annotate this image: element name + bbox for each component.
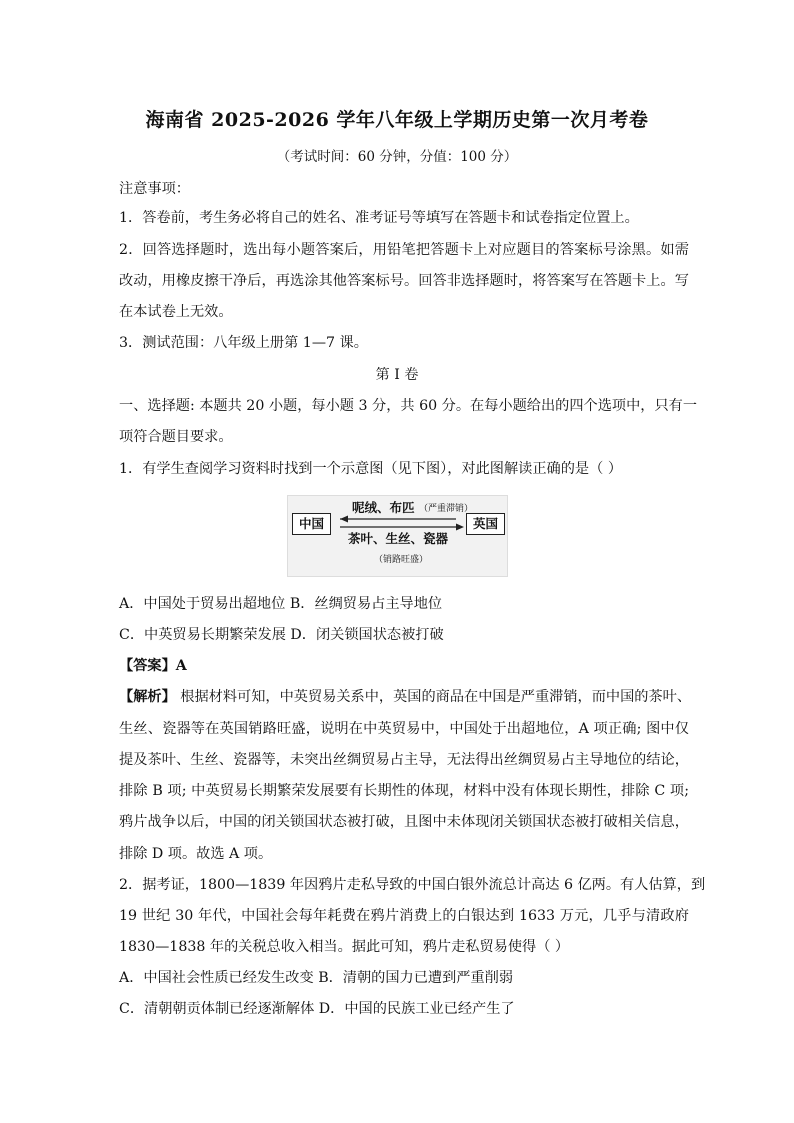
analysis-text: 根据材料可知，中英贸易关系中，英国的商品在中国是严重滞销，而中国的茶叶、	[175, 689, 692, 705]
question-2-options: A．中国社会性质已经发生改变 B．清朝的国力已遭到严重削弱	[119, 970, 514, 986]
question-1-analysis: 排除 B 项; 中英贸易长期繁荣发展要有长期性的体现，材料中没有体现长期性，排除 C 项;	[119, 783, 689, 799]
china-box: 中国	[292, 513, 331, 535]
analysis-label: 【解析】	[119, 689, 176, 705]
question-2-options: C．清朝朝贡体制已经逐渐解体 D．中国的民族工业已经产生了	[119, 1001, 515, 1017]
question-2-stem: 2．据考证，1800—1839 年因鸦片走私导致的中国白银外流总计高达 6 亿两。有人估算，到	[119, 877, 706, 893]
question-2-stem: 19 世纪 30 年代，中国社会每年耗费在鸦片消费上的白银达到 1633 万元，几乎与清政府	[119, 908, 689, 924]
notice-line: 在本试卷上无效。	[119, 304, 233, 320]
question-1-analysis: 生丝、瓷器等在英国销路旺盛，说明在中英贸易中，中国处于出超地位，A 项正确; 图中仅	[119, 721, 689, 737]
question-1-options: C．中英贸易长期繁荣发展 D．闭关锁国状态被打破	[119, 627, 444, 643]
question-1-answer: 【答案】A	[119, 658, 187, 674]
notice-line: 改动，用橡皮擦干净后，再选涂其他答案标号。回答非选择题时，将答案写在答题卡上。写	[119, 273, 689, 289]
question-1-analysis: 排除 D 项。故选 A 项。	[119, 846, 273, 862]
import-goods-label: 呢绒、布匹	[352, 500, 415, 515]
export-goods-label: 茶叶、生丝、瓷器	[348, 531, 449, 546]
section-intro: 一、选择题: 本题共 20 小题，每小题 3 分，共 60 分。在每小题给出的四个选项中，只有一	[119, 398, 698, 414]
trade-diagram	[287, 495, 508, 577]
britain-box: 英国	[466, 513, 505, 535]
question-1-analysis: 提及茶叶、生丝、瓷器等，未突出丝绸贸易占主导，无法得出丝绸贸易占主导地位的结论，	[119, 752, 689, 768]
question-1-options: A．中国处于贸易出超地位 B．丝绸贸易占主导地位	[119, 596, 443, 612]
exam-title: 海南省 2025-2026 学年八年级上学期历史第一次月考卷	[145, 109, 649, 131]
question-1-stem: 1．有学生查阅学习资料时找到一个示意图（见下图），对此图解读正确的是（ ）	[119, 461, 623, 477]
notice-line: 2．回答选择题时，选出每小题答案后，用铅笔把答题卡上对应题目的答案标号涂黑。如需	[119, 242, 689, 258]
export-goods-note: （销路旺盛）	[374, 555, 429, 565]
question-1-analysis: 鸦片战争以后，中国的闭关锁国状态被打破，且图中未体现闭关锁国状态被打破相关信息，	[119, 814, 689, 830]
notice-heading: 注意事项：	[119, 181, 190, 197]
notice-line: 3．测试范围：八年级上册第 1—7 课。	[119, 335, 368, 351]
section-intro: 项符合题目要求。	[119, 429, 233, 445]
question-1-analysis	[119, 686, 692, 706]
volume-heading: 第 I 卷	[375, 367, 419, 383]
exam-subtitle: （考试时间：60 分钟，分值：100 分）	[276, 149, 518, 165]
question-2-stem: 1830—1838 年的关税总收入相当。据此可知，鸦片走私贸易使得（ ）	[119, 939, 570, 955]
notice-line: 1．答卷前，考生务必将自己的姓名、准考证号等填写在答题卡和试卷指定位置上。	[119, 210, 639, 226]
import-goods-note: （严重滞销）	[419, 504, 474, 514]
